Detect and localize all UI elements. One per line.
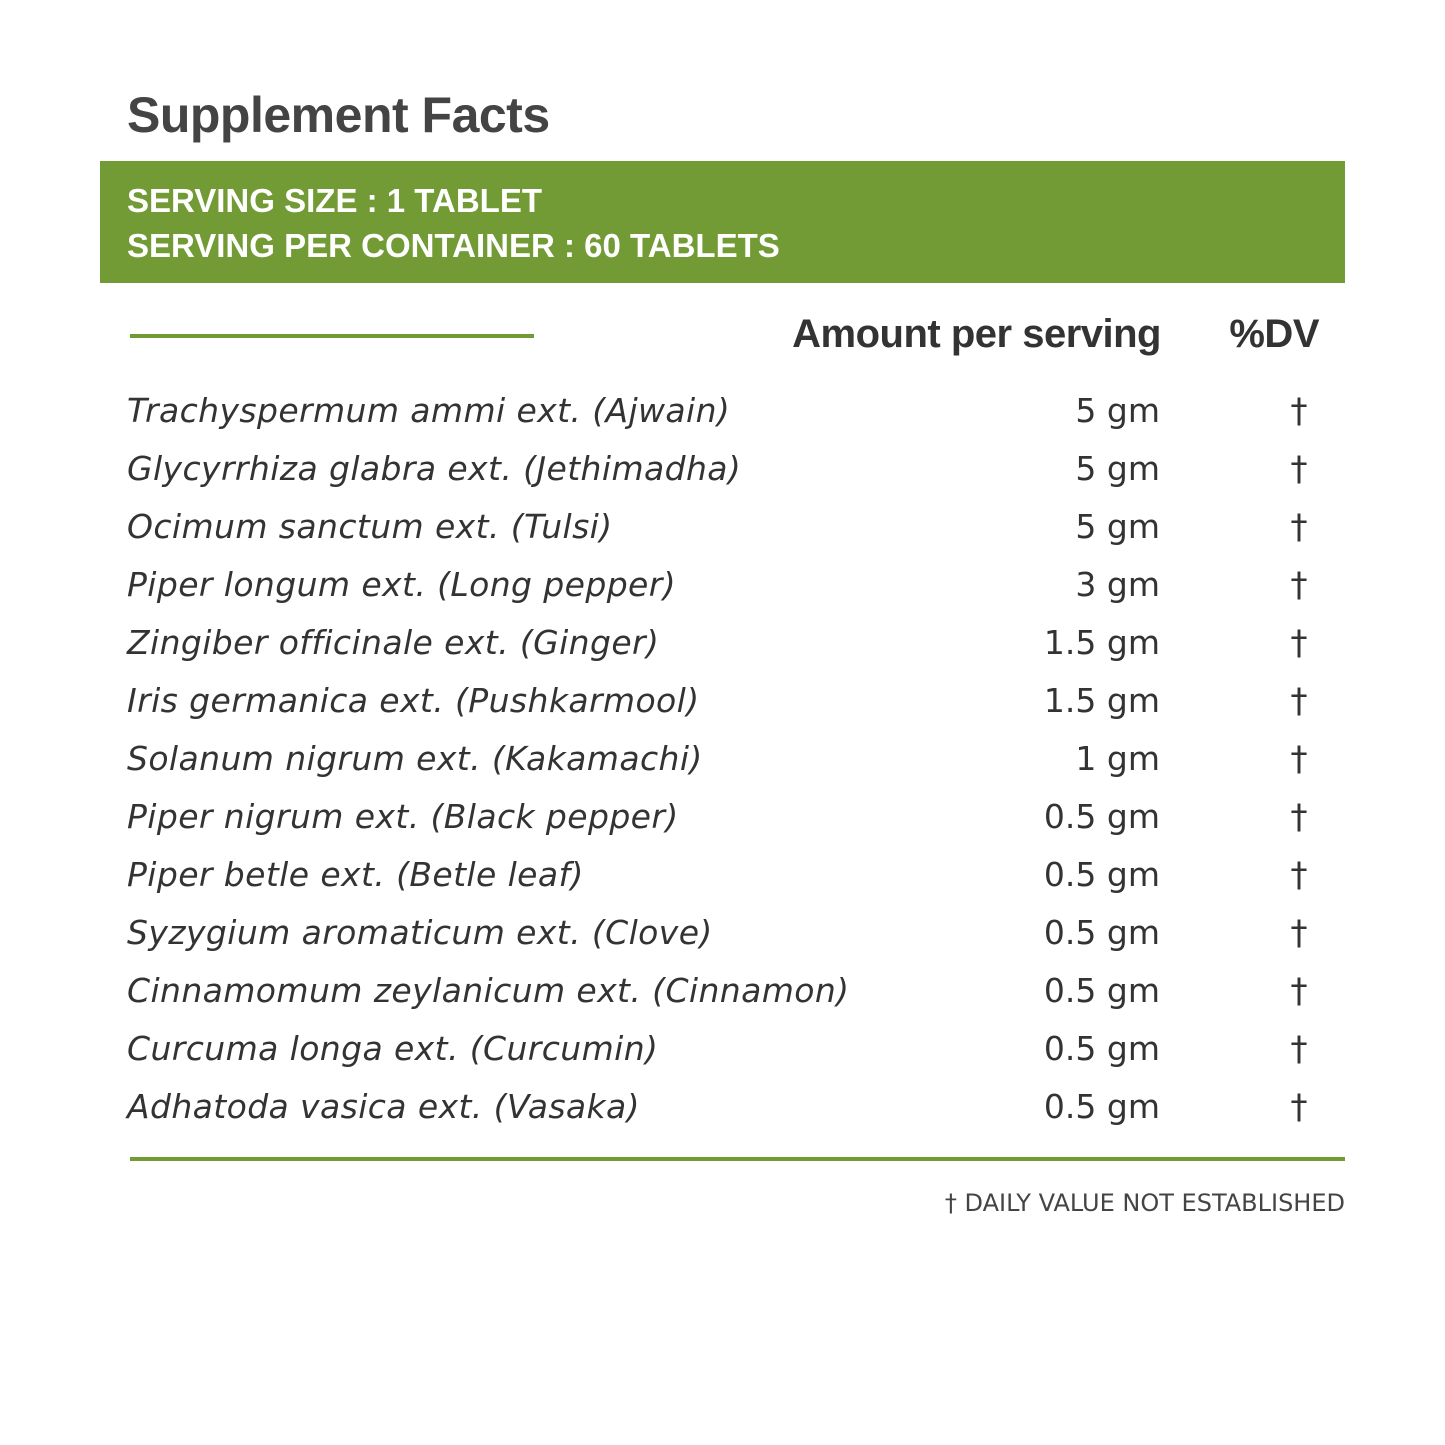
ingredient-row — [127, 672, 1345, 730]
ingredient-name: Adhatoda vasica ext. (Vasaka) — [127, 1087, 640, 1126]
ingredient-amount: 0.5 gm — [1043, 1087, 1160, 1126]
ingredient-dv: † — [1290, 797, 1308, 837]
ingredient-amount: 1.5 gm — [1043, 681, 1160, 720]
ingredient-row — [127, 440, 1345, 498]
daily-value-footnote: † DAILY VALUE NOT ESTABLISHED — [944, 1189, 1345, 1217]
ingredient-dv: † — [1290, 391, 1308, 431]
ingredient-row — [127, 904, 1345, 962]
ingredient-name: Piper longum ext. (Long pepper) — [127, 565, 676, 604]
ingredient-dv: † — [1290, 739, 1308, 779]
ingredient-dv: † — [1290, 971, 1308, 1011]
ingredient-dv: † — [1290, 507, 1308, 547]
ingredient-dv: † — [1290, 1029, 1308, 1069]
ingredient-row — [127, 556, 1345, 614]
ingredient-amount: 0.5 gm — [1043, 1029, 1160, 1068]
ingredient-name: Syzygium aromaticum ext. (Clove) — [127, 913, 713, 952]
ingredient-name: Cinnamomum zeylanicum ext. (Cinnamon) — [127, 971, 850, 1010]
ingredient-amount: 5 gm — [1075, 449, 1160, 488]
ingredient-amount: 1.5 gm — [1043, 623, 1160, 662]
ingredient-row — [127, 962, 1345, 1020]
ingredient-name: Zingiber officinale ext. (Ginger) — [127, 623, 660, 662]
ingredient-dv: † — [1290, 855, 1308, 895]
ingredient-amount: 1 gm — [1075, 739, 1160, 778]
ingredient-row — [127, 1078, 1345, 1136]
ingredient-dv: † — [1290, 913, 1308, 953]
ingredient-dv: † — [1290, 449, 1308, 489]
ingredient-dv: † — [1290, 565, 1308, 605]
ingredient-row — [127, 1020, 1345, 1078]
ingredient-list — [127, 382, 1345, 1136]
ingredient-dv: † — [1290, 1087, 1308, 1127]
ingredient-amount: 0.5 gm — [1043, 913, 1160, 952]
ingredient-row — [127, 788, 1345, 846]
serving-size: SERVING SIZE : 1 TABLET — [127, 182, 542, 219]
ingredient-row — [127, 498, 1345, 556]
ingredient-row — [127, 730, 1345, 788]
ingredient-name: Iris germanica ext. (Pushkarmool) — [127, 681, 700, 720]
ingredient-name: Glycyrrhiza glabra ext. (Jethimadha) — [127, 449, 742, 488]
ingredient-amount: 0.5 gm — [1043, 971, 1160, 1010]
footer-divider — [130, 1157, 1345, 1161]
ingredient-amount: 3 gm — [1075, 565, 1160, 604]
ingredient-dv: † — [1290, 623, 1308, 663]
amount-column-header: Amount per serving — [792, 312, 1161, 356]
ingredient-amount: 0.5 gm — [1043, 797, 1160, 836]
ingredient-name: Ocimum sanctum ext. (Tulsi) — [127, 507, 613, 546]
ingredient-name: Piper betle ext. (Betle leaf) — [127, 855, 584, 894]
header-divider — [130, 334, 534, 338]
ingredient-amount: 5 gm — [1075, 391, 1160, 430]
servings-per-container: SERVING PER CONTAINER : 60 TABLETS — [127, 227, 780, 264]
ingredient-name: Piper nigrum ext. (Black pepper) — [127, 797, 679, 836]
ingredient-row — [127, 846, 1345, 904]
ingredient-row — [127, 382, 1345, 440]
ingredient-amount: 5 gm — [1075, 507, 1160, 546]
ingredient-amount: 0.5 gm — [1043, 855, 1160, 894]
ingredient-name: Solanum nigrum ext. (Kakamachi) — [127, 739, 703, 778]
ingredient-row — [127, 614, 1345, 672]
dv-column-header: %DV — [1229, 312, 1319, 356]
serving-info-band — [100, 161, 1345, 283]
ingredient-name: Trachyspermum ammi ext. (Ajwain) — [127, 391, 731, 430]
ingredient-dv: † — [1290, 681, 1308, 721]
ingredient-name: Curcuma longa ext. (Curcumin) — [127, 1029, 659, 1068]
page-title: Supplement Facts — [127, 87, 550, 143]
